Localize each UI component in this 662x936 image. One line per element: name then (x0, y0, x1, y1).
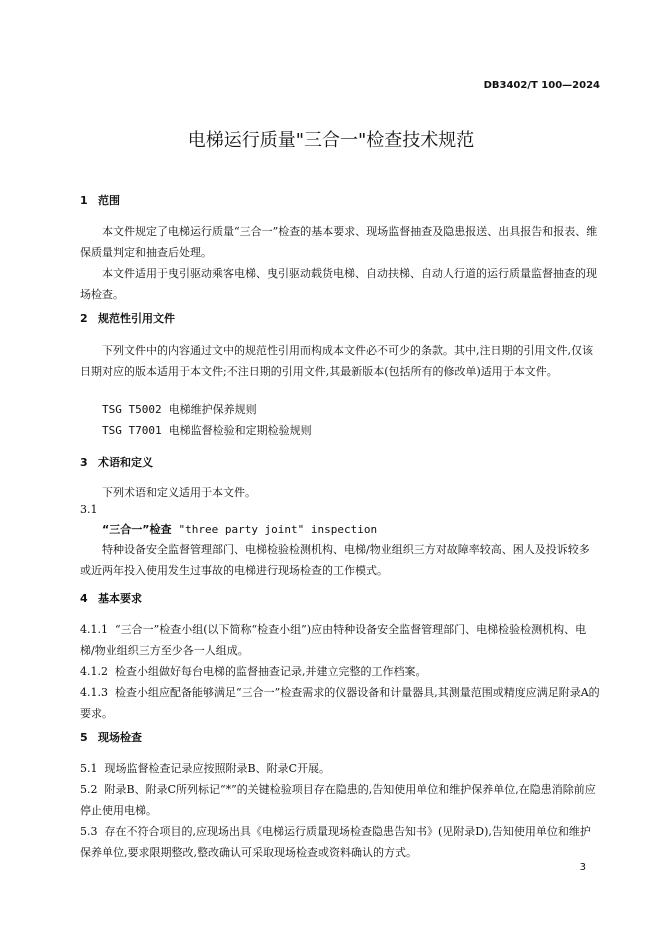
reference-title: 电梯维护保养规则 (168, 403, 257, 416)
clause-4-1-2 (80, 661, 600, 682)
section-2-paragraph-1: 下列文件中的内容通过文中的规范性引用而构成本文件必不可少的条款。其中,注日期的引用文件,仅该日期对应的版本适用于本文件;不注日期的引用文件,其最新版本(包括所有的修改单)适用于本文件。 (80, 344, 593, 378)
clause-4-1-3 (80, 682, 600, 724)
clause-number: 4.1.2 (80, 665, 108, 678)
clause-text: 检查小组做好每台电梯的监督抽查记录,并建立完整的工作档案。 (115, 665, 427, 678)
section-title: 术语和定义 (98, 456, 153, 469)
section-number: 1 (80, 194, 88, 207)
clause-text: 存在不符合项目的,应现场出具《电梯运行质量现场检查隐患告知书》(见附录D),告知使用单位和维护保养单位,要求限期整改,整改确认可采取现场检查或资料确认的方式。 (80, 825, 591, 859)
section-1-paragraph-2: 本文件适用于曳引驱动乘客电梯、曳引驱动载货电梯、自动扶梯、自动人行道的运行质量监督抽查的现场检查。 (80, 267, 597, 301)
section-4-heading (80, 590, 142, 606)
term-english: "three party joint" inspection (178, 523, 378, 536)
term-number: 3.1 (80, 503, 98, 516)
document-number: DB3402/T 100—2024 (483, 80, 600, 91)
clause-5-2 (80, 779, 600, 821)
clause-number: 4.1.1 (80, 623, 108, 636)
reference-1 (102, 401, 257, 417)
section-2-heading (80, 310, 175, 326)
section-title: 范围 (98, 194, 120, 207)
clause-text: “三合一”检查小组(以下简称“检查小组”)应由特种设备安全监督管理部门、电梯检验检测机构、电梯/物业组织三方至少各一人组成。 (80, 623, 587, 657)
section-1-heading (80, 192, 120, 208)
section-3-paragraph-1: 下列术语和定义适用于本文件。 (102, 486, 256, 499)
reference-code: TSG T5002 (102, 403, 162, 416)
clause-5-3 (80, 821, 600, 863)
clause-text: 检查小组应配备能够满足“三合一”检查需求的仪器设备和计量器具,其测量范围或精度应满足附录A的要求。 (80, 686, 600, 720)
section-5-heading (80, 729, 142, 745)
reference-2 (102, 422, 312, 438)
reference-title: 电梯监督检验和定期检验规则 (168, 424, 312, 437)
section-1-paragraph-1: 本文件规定了电梯运行质量“三合一”检查的基本要求、现场监督抽查及隐患报送、出具报告和报表、维保质量判定和抽查后处理。 (80, 225, 598, 259)
term-chinese: “三合一”检查 (102, 523, 172, 536)
clause-5-1 (80, 758, 600, 779)
section-number: 4 (80, 592, 88, 605)
section-3-heading (80, 454, 153, 470)
section-number: 3 (80, 456, 88, 469)
term-heading (102, 521, 377, 537)
section-number: 5 (80, 731, 88, 744)
clause-text: 附录B、附录C所列标记“*”的关键检验项目存在隐患的,告知使用单位和维护保养单位,在隐患消除前应停止使用电梯。 (80, 783, 596, 817)
clause-number: 4.1.3 (80, 686, 108, 699)
clause-number: 5.2 (80, 783, 98, 796)
section-title: 规范性引用文件 (98, 312, 175, 325)
page-title: 电梯运行质量"三合一"检查技术规范 (187, 130, 475, 151)
clause-number: 5.3 (80, 825, 98, 838)
clause-text: 现场监督检查记录应按照附录B、附录C开展。 (104, 762, 330, 775)
term-definition: 特种设备安全监督管理部门、电梯检验检测机构、电梯/物业组织三方对故障率较高、困人及投诉较多或近两年投入使用发生过事故的电梯进行现场检查的工作模式。 (80, 543, 590, 577)
page-number: 3 (579, 862, 586, 873)
section-title: 基本要求 (98, 592, 142, 605)
clause-number: 5.1 (80, 762, 98, 775)
section-title: 现场检查 (98, 731, 142, 744)
clause-4-1-1 (80, 619, 600, 661)
section-number: 2 (80, 312, 88, 325)
reference-code: TSG T7001 (102, 424, 162, 437)
